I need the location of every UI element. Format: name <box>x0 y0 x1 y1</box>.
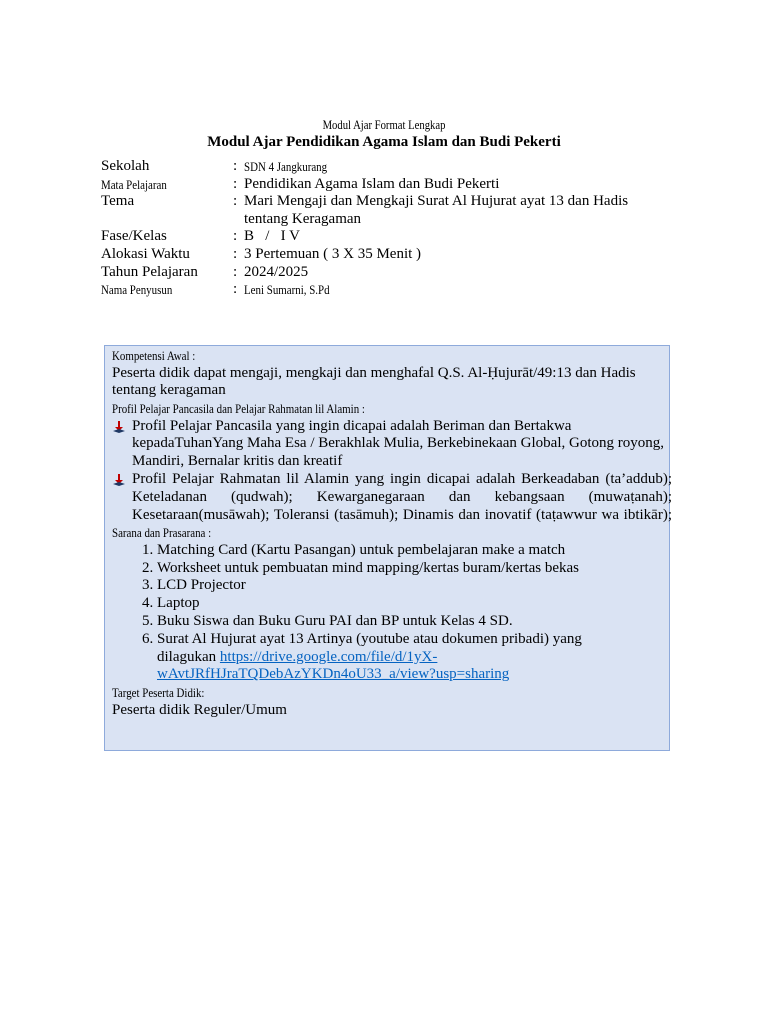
info-label-alokasi: Alokasi Waktu <box>101 245 190 262</box>
info-row-mapel <box>101 176 661 194</box>
target-heading: Target Peserta Didik: <box>112 685 205 701</box>
info-value-mapel: Pendidikan Agama Islam dan Budi Pekerti <box>244 175 500 192</box>
document-subtitle: Modul Ajar Format Lengkap <box>322 117 446 132</box>
sarana-item <box>157 631 587 684</box>
info-row-fase <box>101 228 661 246</box>
info-row-alokasi <box>101 246 661 264</box>
info-row-penyusun <box>101 281 661 299</box>
info-row-tema <box>101 193 661 228</box>
info-label-penyusun: Nama Penyusun <box>101 282 173 298</box>
info-row-tahun <box>101 264 661 282</box>
info-value-tema: Mari Mengaji dan Mengkaji Surat Al Hujurat ayat 13 dan Hadis tentang Keragaman <box>244 193 629 227</box>
sarana-item: 3. LCD Projector <box>157 577 587 595</box>
info-colon: : <box>233 158 238 174</box>
sarana-item-text: Surat Al Hujurat ayat 13 Artinya (youtube atau dokumen pribadi) yang dilagukan <box>157 630 582 665</box>
info-colon: : <box>233 193 238 210</box>
sarana-item: 4. Laptop <box>157 595 587 613</box>
kompetensi-heading: Kompetensi Awal : <box>112 348 196 363</box>
sarana-heading: Sarana dan Prasarana : <box>112 525 212 541</box>
info-value-alokasi: 3 Pertemuan ( 3 X 35 Menit ) <box>244 245 422 262</box>
kompetensi-text: Peserta didik dapat mengaji, mengkaji dan menghafal Q.S. Al-Ḥujurāt/49:13 dan Hadis tentang keragaman <box>112 364 636 399</box>
info-value-penyusun: Leni Sumarni, S.Pd <box>244 282 330 298</box>
info-colon: : <box>233 228 238 245</box>
info-label-tema: Tema <box>101 193 135 210</box>
identity-table <box>101 158 661 299</box>
info-colon: : <box>233 245 238 262</box>
info-value-sekolah: SDN 4 Jangkurang <box>244 159 328 174</box>
profil-heading: Profil Pelajar Pancasila dan Pelajar Rahmatan lil Alamin : <box>112 401 365 417</box>
profil-bullet-text: Profil Pelajar Pancasila yang ingin dicapai adalah Beriman dan Bertakwa kepadaTuhanYang Maha Esa / Berakhlak Mulia, Berkebinekaan Global, Gotong royong, Mandiri, Bernalar kritis dan kreatif <box>132 417 664 470</box>
info-label-mapel: Mata Pelajaran <box>101 176 167 192</box>
info-value-fase: B / I V <box>244 228 300 245</box>
arrow-bullet-icon <box>112 421 126 434</box>
sarana-item: 2. Worksheet untuk pembuatan mind mapping/kertas buram/kertas bekas <box>157 560 587 578</box>
profil-bullet-text: Profil Pelajar Rahmatan lil Alamin yang ingin dicapai adalah Berkeadaban (ta’addub); Keteladanan (qudwah); Kewarganegaraan dan kebangsaan (muwaṭanah); Kesetaraan(musāwah); Toleransi (tasāmuh); Dinamis dan inovatif (taṭawwur wa ibtikār); <box>132 470 672 523</box>
profil-bullet-rahmatan <box>112 471 672 524</box>
info-colon: : <box>233 263 238 280</box>
info-colon: : <box>233 175 238 192</box>
sarana-item: 5. Buku Siswa dan Buku Guru PAI dan BP untuk Kelas 4 SD. <box>157 613 587 631</box>
profil-bullet-pancasila <box>112 418 672 471</box>
info-label-fase: Fase/Kelas <box>101 228 167 245</box>
sarana-item: 1. Matching Card (Kartu Pasangan) untuk pembelajaran make a match <box>157 542 587 560</box>
drive-link[interactable]: https://drive.google.com/file/d/1yX-wAvtJRfHJraTQDebAzYKDn4oU33_a/view?usp=sharing <box>157 648 510 683</box>
sarana-list <box>112 542 587 684</box>
arrow-bullet-icon <box>112 474 126 487</box>
info-value-tahun: 2024/2025 <box>244 263 309 280</box>
document-title: Modul Ajar Pendidikan Agama Islam dan Budi Pekerti <box>207 134 561 150</box>
info-colon: : <box>233 281 238 298</box>
info-label-sekolah: Sekolah <box>101 158 150 174</box>
info-label-tahun: Tahun Pelajaran <box>101 263 198 280</box>
target-text: Peserta didik Reguler/Umum <box>112 701 287 718</box>
module-details-box <box>104 345 670 751</box>
info-row-sekolah <box>101 158 661 176</box>
